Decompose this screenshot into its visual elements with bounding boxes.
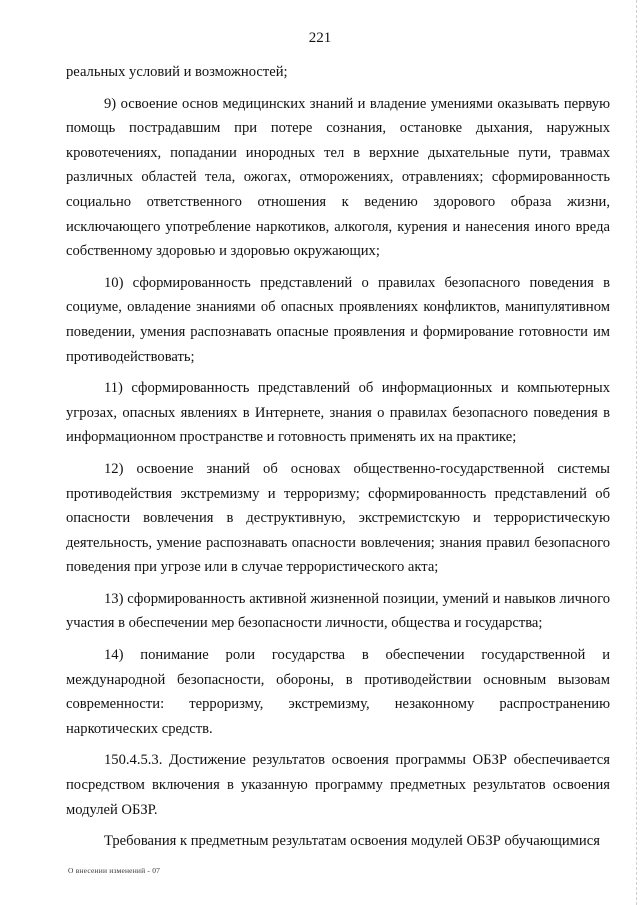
- paragraph-requirements: Требования к предметным результатам освоения модулей ОБЗР обучающимися: [104, 833, 600, 850]
- paragraph-item-11: 11) сформированность представлений об информационных и компьютерных угрозах, опасных явлениях в Интернете, знания о правилах безопасного поведения в информационном пространстве и готовность применять их на практике;: [66, 380, 610, 446]
- paragraph-item-12: 12) освоение знаний об основах общественно-государственной системы противодействия экстремизму и терроризму; сформированность представлений об опасности вовлечения в деструктивную, экстремистскую и террористическую деятельность, умение распознавать опасности вовлечения; знания правил безопасного поведения при угрозе или в случае террористического акта;: [66, 460, 610, 576]
- page-number: 221: [308, 30, 332, 46]
- paragraph-item-9: 9) освоение основ медицинских знаний и владение умениями оказывать первую помощь пострадавшим при потере сознания, остановке дыхания, наружных кровотечениях, попадании инородных тел в верхние дыхательные пути, травмах различных областей тела, ожогах, отморожениях, отравлениях; сформированность социально ответственного отношения к ведению здорового образа жизни, исключающего употребление наркотиков, алкоголя, курения и нанесения иного вреда собственному здоровью и здоровью окружающих;: [66, 95, 610, 260]
- paragraph-continuation: реальных условий и возможностей;: [66, 64, 288, 80]
- paragraph-section-150-4-5-3: 150.4.5.3. Достижение результатов освоения программы ОБЗР обеспечивается посредством включения в указанную программу предметных результатов освоения модулей ОБЗР.: [66, 752, 610, 818]
- paragraph-item-14: 14) понимание роли государства в обеспечении государственной и международной безопасности, обороны, в противодействии основным вызовам современности: терроризму, экстремизму, незаконному распространению наркотических средств.: [66, 647, 610, 737]
- paragraph-item-10: 10) сформированность представлений о правилах безопасного поведения в социуме, овладение знаниями об опасных проявлениях конфликтов, манипулятивном поведении, умения распознавать опасные проявления и формирование готовности им противодействовать;: [66, 274, 610, 365]
- paragraph-item-13: 13) сформированность активной жизненной позиции, умений и навыков личного участия в обеспечении мер безопасности личности, общества и государства;: [66, 590, 610, 632]
- document-body: [66, 60, 610, 861]
- footer-note: О внесении изменений - 07: [68, 866, 161, 875]
- scan-edge-divider: [636, 0, 637, 905]
